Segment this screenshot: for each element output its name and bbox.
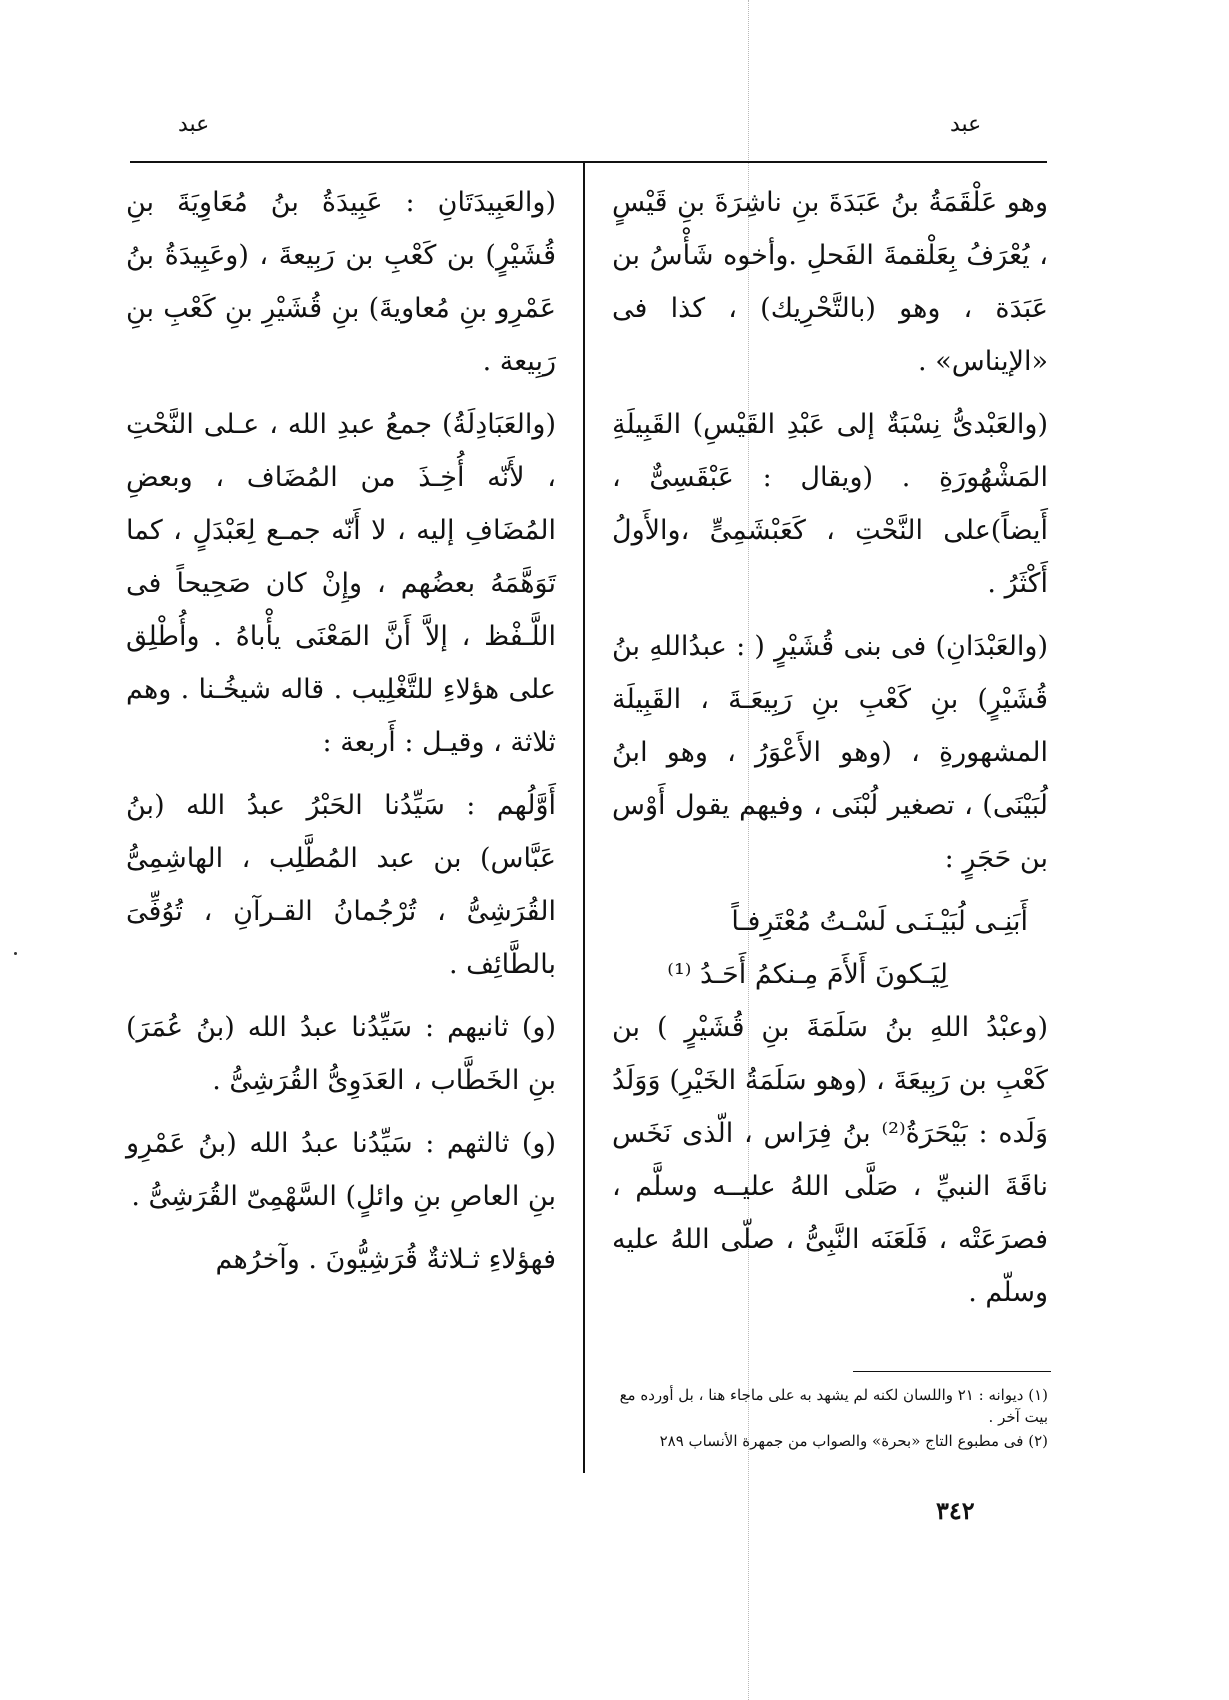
right-paragraph-4: (وعبْدُ اللهِ بنُ سَلَمَةَ بنِ قُشَيْرٍ ) بن كَعْبِ بن رَبِيعَةَ ، (وهو سَلَمَةُ الخَيْرِ) وَوَلَدُ وَلَده : بَيْحَرَةُ⁽²⁾ بنُ فِرَاس ، الّذى نَخَس ناقَةَ النبيِّ ، صَلَّى اللهُ عليــه وسلَّم ، فصرَعَتْه ، فَلَعَنَه النَّبِىُّ ، صلّى اللهُ عليه وسلّم . (612, 1012, 1048, 1308)
running-header-right: عبد (950, 112, 982, 137)
footnote-2: (٢) فى مطبوع التاج «بحرة» والصواب من جمهرة الأنساب ٢٨٩ (659, 1432, 1048, 1450)
left-paragraph-5: (و) ثالثهم : سَيِّدُنا عبدُ الله (بنُ عَمْرِو بنِ العاصِ بنِ وائلٍ) السَّهْمِىّ القُرَشِىُّ . (126, 1128, 556, 1212)
verse-line-1: أَبَنِـى لُبَيْـنَـى لَسْـتُ مُعْتَرِفـاً (731, 906, 1028, 937)
left-column (126, 176, 556, 1296)
header-rule (130, 161, 1047, 163)
running-header-left: عبد (178, 112, 210, 137)
right-paragraph-2: (والعَبْدىُّ نِسْبَةٌ إلى عَبْدِ القَيْسِ) القَبِيلَةِ المَشْهُورَةِ . (ويقال : عَبْقَسِىٌّ ، أَيضاً)على النَّحْتِ ، كَعَبْشَمِىٍّ ،والأَولُ أَكْثَرُ . (612, 409, 1048, 599)
column-divider (583, 161, 585, 1473)
right-column (612, 176, 1048, 1329)
footnote-1: (١) ديوانه : ٢١ واللسان لكنه لم يشهد به على ماجاء هنا ، بل أورده مع بيت آخر . (619, 1386, 1048, 1426)
page-number: ٣٤٢ (936, 1496, 975, 1525)
right-paragraph-1: وهو عَلْقَمَةُ بنُ عَبَدَةَ بنِ ناشِرَةَ بنِ قَيْسٍ ، يُعْرَفُ بِعَلْقمةَ الفَحلِ .وأخوه شَأْسُ بن عَبَدَة ، وهو (بالتَّحْرِيك) ، كذا فى «الإيناس» . (612, 187, 1048, 377)
scan-speck (14, 952, 17, 955)
verse-line-2: لِيَـكونَ أَلأَمَ مِـنكمُ أَحَـدُ ⁽¹⁾ (667, 959, 948, 990)
left-paragraph-6: فهؤلاءِ ثـلاثةٌ قُرَشِيُّونَ . وآخرُهم (215, 1244, 556, 1275)
footnotes (612, 1384, 1048, 1454)
left-paragraph-4: (و) ثانيهم : سَيِّدُنا عبدُ الله (بنُ عُمَرَ) بنِ الخَطَّاب ، العَدَوِىُّ القُرَشِىُّ . (126, 1012, 556, 1096)
left-paragraph-2: (والعَبَادِلَةُ) جمعُ عبدِ الله ، عـلى النَّحْتِ ، لأَنّه أُخِـذَ من المُضَاف ، وبعضِ المُضَافِ إليه ، لا أَنّه جمـع لِعَبْدَلٍ ، كما تَوَهَّمَهُ بعضُهم ، وإِنْ كان صَحِيحاً فى اللَّـفْظ ، إلاَّ أَنَّ المَعْنَى يأْباهُ . وأُطْلِق على هؤلاءِ للتَّغْلِيب . قاله شيخُـنا . وهم ثلاثة ، وقيـل : أَربعة : (126, 409, 556, 758)
left-paragraph-1: (والعَبِيدَتَانِ : عَبِيدَةُ بنُ مُعَاوِيَةَ بنِ قُشَيْرٍ) بن كَعْبِ بن رَبِيعةَ ، (وعَبِيدَةُ بنُ عَمْرِو بنِ مُعاويةَ) بنِ قُشَيْرِ بنِ كَعْبِ بنِ رَبِيعة . (126, 187, 556, 377)
left-paragraph-3: أَوَّلُهم : سَيِّدُنا الحَبْرُ عبدُ الله (بنُ عَبَّاس) بن عبد المُطَّلِب ، الهاشِمِىُّ القُرَشِىُّ ، تُرْجُمانُ القـرآنِ ، تُوُفِّىَ بالطَّائِف . (126, 790, 556, 980)
footnote-rule (853, 1371, 1051, 1372)
right-paragraph-3: (والعَبْدَانِ) فى بنى قُشَيْرٍ ( : عبدُاللهِ بنُ قُشَيْرٍ) بنِ كَعْبِ بنِ رَبِيعَـةَ ، القَبِيلَة المشهورةِ ، (وهو الأَعْوَرُ ، وهو ابنُ لُبَيْنَى) ، تصغير لُبْنَى ، وفيهم يقول أَوْس بن حَجَرٍ : (612, 631, 1048, 874)
